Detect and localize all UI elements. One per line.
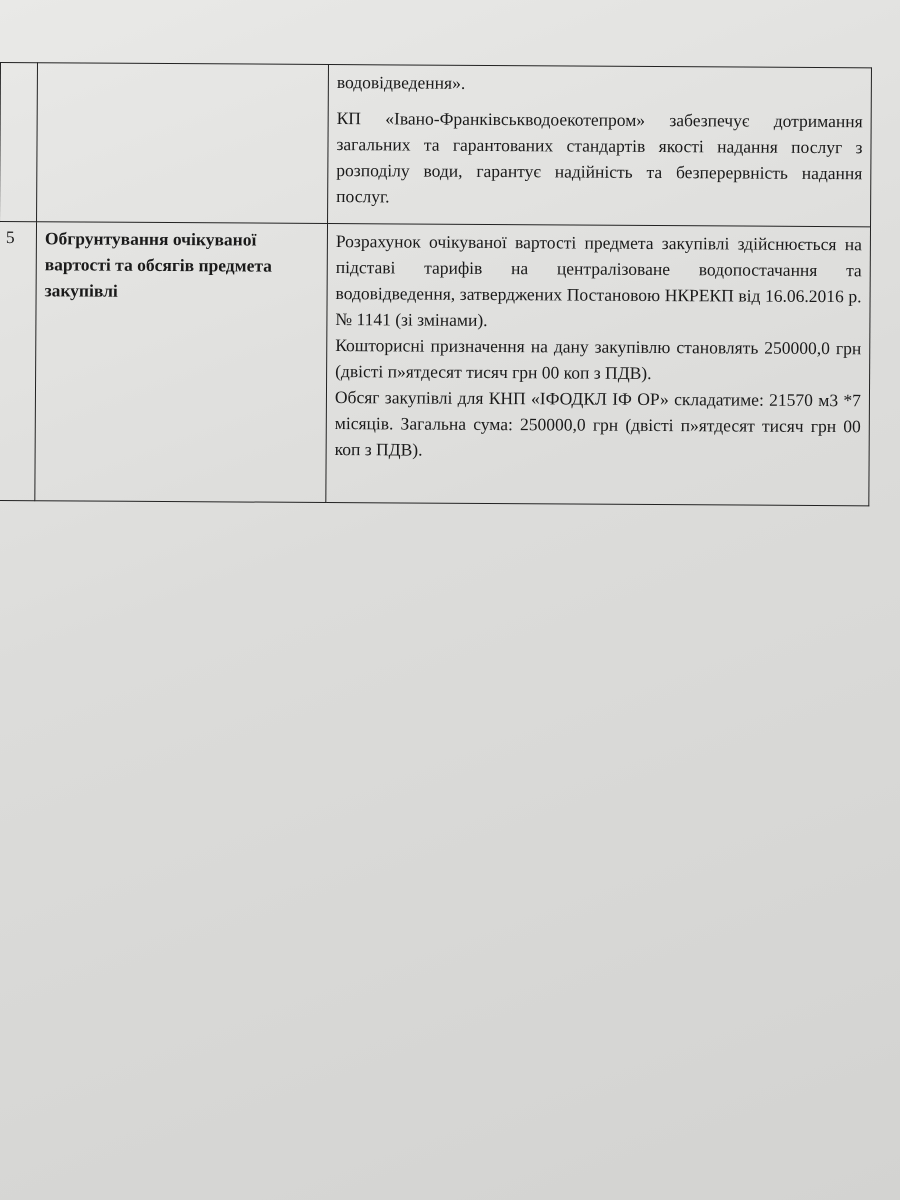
row-title-cell <box>37 63 329 224</box>
row-number-cell: 5 <box>0 222 37 501</box>
content-paragraph: Обсяг закупівлі для КНП «ІФОДКЛ ІФ ОР» складатиме: 21570 м3 *7 місяців. Загальна сума: 250000,0 грн (двісті п»ятдесят тисяч грн 00 коп з ПДВ). <box>334 387 862 460</box>
table-row <box>0 63 871 227</box>
procurement-table <box>0 62 872 506</box>
content-paragraph: водовідведення». <box>336 72 466 93</box>
table-row <box>0 222 871 506</box>
content-paragraph: Розрахунок очікуваної вартості предмета закупівлі здійснюється на підставі тарифів на централізоване водопостачання та водовідведення, затверджених Постановою НКРЕКП від 16.06.2016 р. № 1141 (зі змінами). <box>335 231 862 330</box>
row-title-cell: Обгрунтування очікуваної вартості та обсягів предмета закупівлі <box>35 222 328 503</box>
row-content-cell <box>328 65 872 227</box>
content-paragraph: КП «Івано-Франківськводоекотепром» забезпечує дотримання загальних та гарантованих стандартів якості надання послуг з розподілу води, гарантує надійність та безперервність надання послуг. <box>336 108 863 207</box>
content-paragraph: Кошторисні призначення на дану закупівлю становлять 250000,0 грн (двісті п»ятдесят тисяч грн 00 коп з ПДВ). <box>335 335 862 383</box>
row-content-cell <box>326 224 871 506</box>
row-number-cell <box>0 63 37 222</box>
